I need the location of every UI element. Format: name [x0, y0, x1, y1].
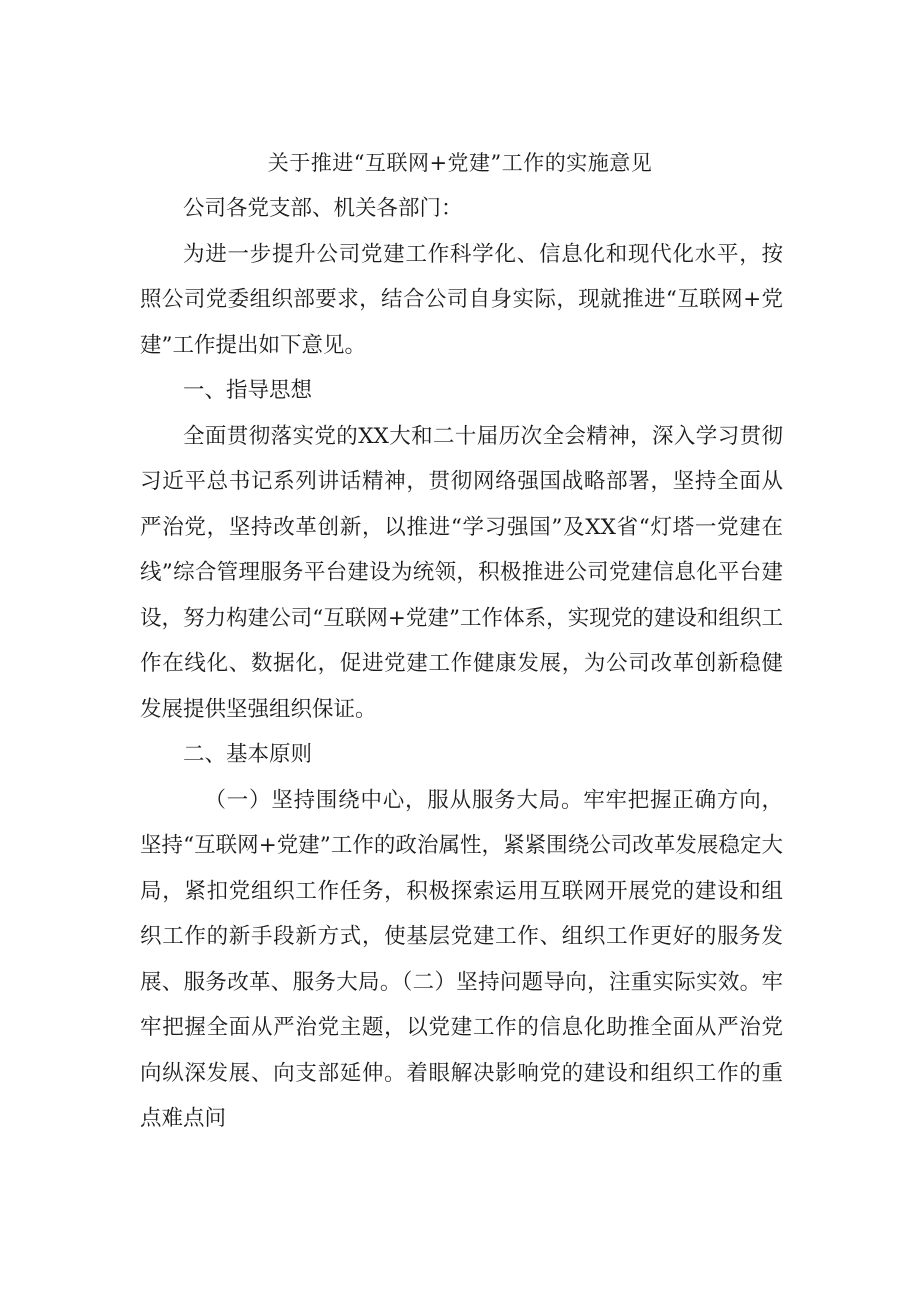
section-body-guiding-ideology: 全面贯彻落实党的XX大和二十届历次全会精神，深入学习贯彻习近平总书记系列讲话精神，贯彻网络强国战略部署，坚持全面从严治党，坚持改革创新，以推进“学习强国”及XX省“灯塔一党建在线”综合管理服务平台建设为统领，积极推进公司党建信息化平台建设，努力构建公司“互联网+党建”工作体系，实现党的建设和组织工作在线化、数据化，促进党建工作健康发展，为公司改革创新稳健发展提供坚强组织保证。	[140, 423, 783, 722]
section-body-basic-principles: （一）坚持围绕中心，服从服务大局。牢牢把握正确方向，坚持“互联网+党建”工作的政治属性，紧紧围绕公司改革发展稳定大局，紧扣党组织工作任务，积极探索运用互联网开展党的建设和组织工作的新手段新方式，使基层党建工作、组织工作更好的服务发展、服务改革、服务大局。（二）坚持问题导向，注重实际实效。牢牢把握全面从严治党主题，以党建工作的信息化助推全面从严治党向纵深发展、向支部延伸。着眼解决影响党的建设和组织工作的重点难点问	[140, 787, 783, 1131]
section-heading-guiding-ideology: 一、指导思想	[183, 378, 313, 403]
salutation: 公司各党支部、机关各部门：	[183, 196, 463, 221]
document-title: 关于推进“互联网+党建”工作的实施意见	[267, 151, 653, 175]
intro-paragraph: 为进一步提升公司党建工作科学化、信息化和现代化水平，按照公司党委组织部要求，结合公司自身实际，现就推进“互联网+党建”工作提出如下意见。	[140, 241, 783, 358]
section-heading-basic-principles: 二、基本原则	[183, 742, 313, 767]
document-body	[140, 186, 783, 1142]
